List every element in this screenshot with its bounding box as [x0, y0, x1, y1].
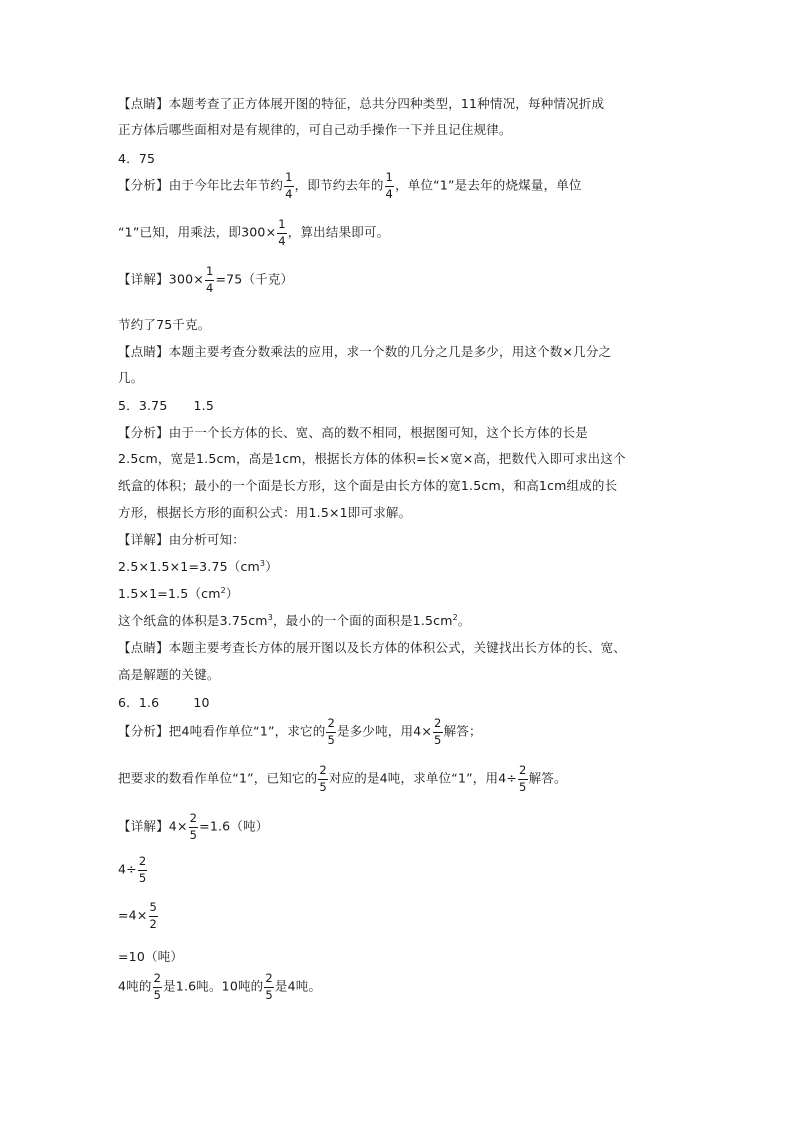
numerator: 5 — [149, 902, 159, 917]
fraction — [318, 765, 328, 793]
denominator: 5 — [189, 827, 198, 842]
text-run: ，即节约去年的 — [294, 177, 384, 193]
text-run: 4吨的 — [118, 978, 152, 994]
answer-number-6 — [118, 693, 210, 711]
numerator: 2 — [318, 765, 328, 780]
text-run: 5．3.75 — [118, 398, 168, 413]
denominator: 5 — [138, 870, 147, 885]
text-line — [118, 266, 293, 294]
fraction — [264, 973, 274, 1001]
fraction — [284, 172, 294, 200]
text-line — [118, 172, 582, 200]
text-run: 对应的是4吨，求单位“1”，用4÷ — [328, 770, 518, 786]
text-line: 纸盒的体积；最小的一个面是长方形，这个面是由长方体的宽1.5cm，和高1cm组成的长 — [118, 478, 618, 493]
numerator: 1 — [385, 172, 395, 187]
numerator: 2 — [264, 973, 274, 988]
text-run: 【详解】4× — [118, 818, 188, 834]
text-run: 是4吨。 — [274, 978, 322, 994]
text-line — [118, 902, 159, 930]
numerator: 2 — [326, 718, 336, 733]
superscript: 3 — [267, 612, 273, 622]
text-line: 几。 — [118, 370, 144, 385]
text-run: ，算出结果即可。 — [287, 224, 390, 240]
denominator: 5 — [434, 732, 442, 747]
text-line: 2.5cm，宽是1.5cm，高是1cm，根据长方体的体积=长×宽×高，把数代入即可求出这个 — [118, 451, 626, 466]
text-run: 4÷ — [118, 861, 137, 877]
fraction — [385, 172, 395, 200]
text-line — [118, 765, 567, 793]
numerator: 2 — [138, 856, 148, 871]
numerator: 1 — [277, 219, 287, 234]
text-line: 高是解题的关键。 — [118, 667, 220, 682]
superscript: 2 — [452, 612, 458, 622]
numerator: 2 — [518, 765, 528, 780]
text-run: 6．1.6 — [118, 695, 160, 710]
fraction — [277, 219, 287, 247]
text-line: =10（吨） — [118, 949, 184, 964]
text-line — [118, 813, 268, 841]
text-run: 1.5×1=1.5（cm — [118, 586, 221, 601]
numerator: 1 — [205, 266, 215, 281]
denominator: 4 — [285, 186, 293, 201]
denominator: 5 — [519, 779, 527, 794]
text-line: 节约了75千克。 — [118, 317, 211, 332]
text-run: =75（千克） — [215, 271, 294, 287]
text-run: 把要求的数看作单位“1”，已知它的 — [118, 770, 318, 786]
text-run: ） — [225, 586, 239, 601]
text-run: 1.5 — [193, 398, 214, 413]
denominator: 4 — [278, 233, 286, 248]
text-run: ，最小的一个面的面积是1.5cm — [272, 613, 453, 628]
text-run: =1.6（吨） — [199, 818, 269, 834]
text-run: 2.5×1.5×1=3.75（cm — [118, 559, 260, 574]
text-line — [118, 973, 321, 1001]
denominator: 5 — [153, 987, 162, 1002]
text-run: 10 — [193, 695, 210, 710]
text-line: 【点睛】本题主要考查分数乘法的应用，求一个数的几分之几是多少，用这个数×几分之 — [118, 344, 612, 359]
text-line: 【点睛】本题主要考查长方体的展开图以及长方体的体积公式，关键找出长方体的长、宽、 — [118, 640, 627, 655]
text-line — [118, 219, 389, 247]
fraction — [149, 902, 159, 930]
fraction — [189, 813, 199, 841]
denominator: 5 — [327, 732, 335, 747]
text-run: =4× — [118, 907, 148, 923]
denominator: 2 — [149, 916, 158, 931]
superscript: 3 — [259, 558, 266, 568]
text-line — [118, 584, 239, 602]
text-run: “1”已知，用乘法，即300× — [118, 224, 277, 240]
numerator: 1 — [284, 172, 294, 187]
fraction — [205, 266, 215, 294]
denominator: 4 — [385, 186, 394, 201]
text-line — [118, 856, 148, 884]
superscript: 2 — [220, 585, 226, 595]
denominator: 4 — [205, 280, 214, 295]
text-run: 。 — [457, 613, 471, 628]
denominator: 5 — [265, 987, 273, 1002]
text-line: 正方体后哪些面相对是有规律的，可自己动手操作一下并且记住规律。 — [118, 122, 512, 137]
text-line: 【点睛】本题考查了正方体展开图的特征，总共分四种类型，11种情况，每种情况折成 — [118, 96, 605, 111]
fraction — [138, 856, 148, 884]
text-line — [118, 611, 471, 629]
numerator: 2 — [153, 973, 163, 988]
text-line: 【分析】由于一个长方体的长、宽、高的数不相同，根据图可知，这个长方体的长是 — [118, 425, 588, 440]
text-run: 这个纸盒的体积是3.75cm — [118, 613, 268, 628]
text-run: 【详解】300× — [118, 271, 204, 287]
fraction — [153, 973, 163, 1001]
text-run: 是多少吨，用4× — [337, 723, 433, 739]
fraction — [518, 765, 528, 793]
answer-number-4: 4．75 — [118, 151, 156, 166]
fraction — [326, 718, 336, 746]
text-line: 方形，根据长方形的面积公式：用1.5×1即可求解。 — [118, 505, 412, 520]
text-run: 解答； — [443, 723, 482, 739]
fraction — [433, 718, 443, 746]
numerator: 2 — [433, 718, 443, 733]
text-run: ，单位“1”是去年的烧煤量，单位 — [395, 177, 582, 193]
text-line: 【详解】由分析可知： — [118, 532, 246, 547]
text-run: 【分析】把4吨看作单位“1”，求它的 — [118, 723, 326, 739]
text-run: 是1.6吨。10吨的 — [163, 978, 264, 994]
denominator: 5 — [319, 779, 327, 794]
text-run: 解答。 — [528, 770, 567, 786]
answer-number-5 — [118, 396, 214, 414]
text-run: ） — [265, 559, 278, 574]
numerator: 2 — [189, 813, 199, 828]
text-line — [118, 718, 482, 746]
text-run: 【分析】由于今年比去年节约 — [118, 177, 284, 193]
text-line — [118, 557, 278, 575]
